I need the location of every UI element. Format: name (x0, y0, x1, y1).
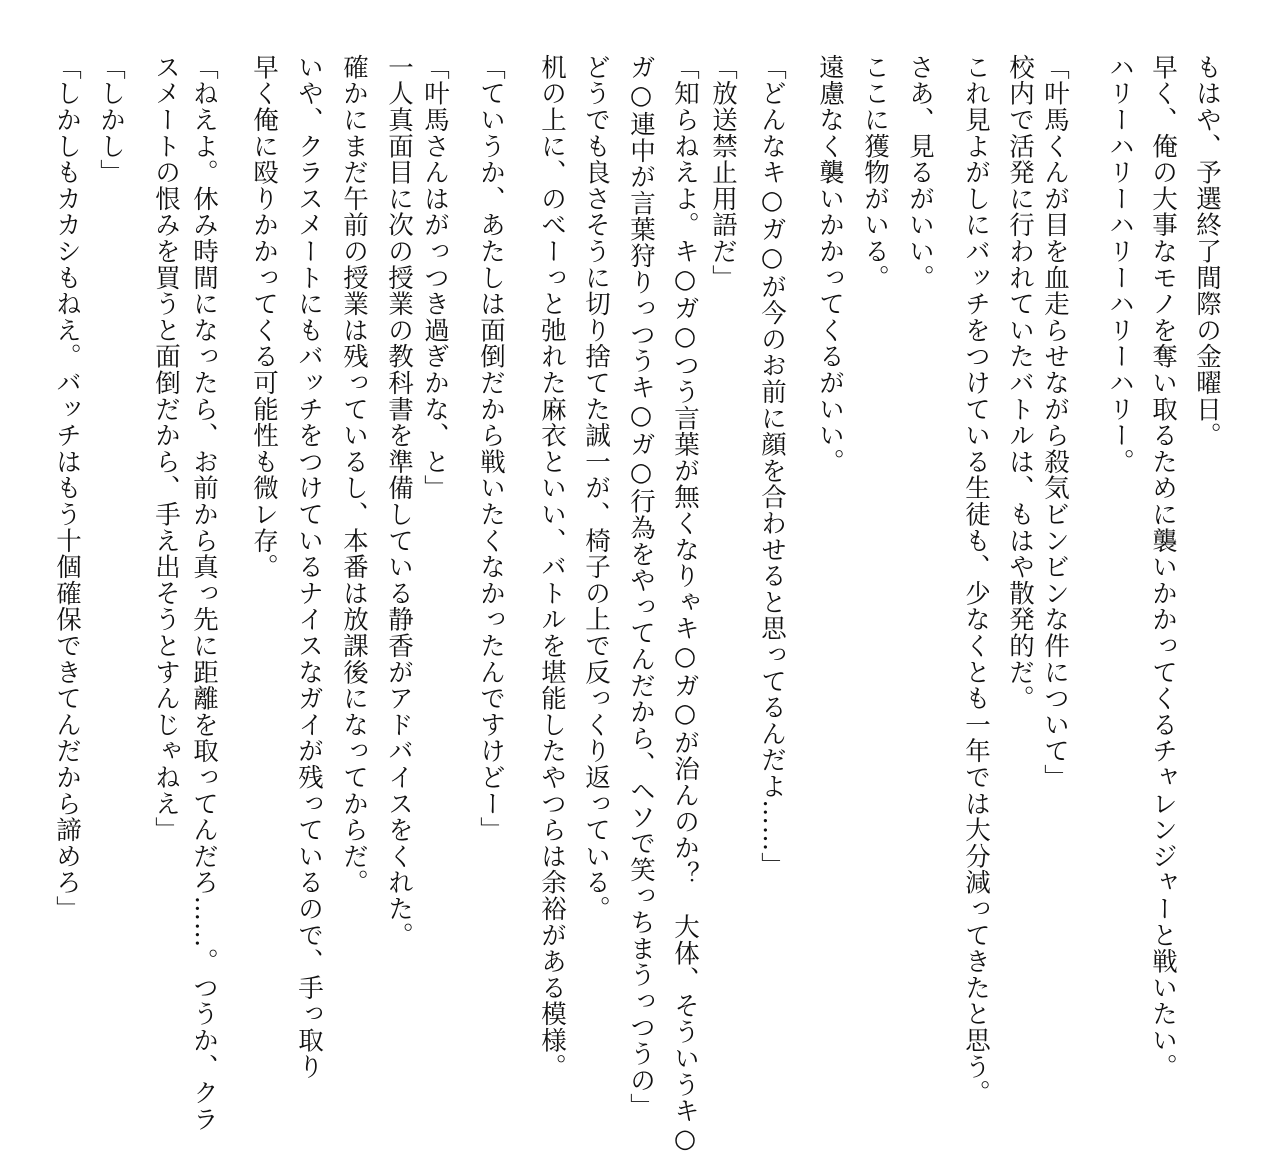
text-line-7: さあ、見るがいい。 (905, 54, 935, 291)
text-line-9: 遠慮なく襲いかかってくるがいい。 (815, 54, 845, 475)
text-line-6: これ見よがしにバッチをつけている生徒も、少なくとも一年では大分減ってきたと思う。 (961, 54, 991, 1106)
text-line-2: 早く、俺の大事なモノを奪い取るために襲いかかってくるチャレンジャーと戦いたい。 (1148, 54, 1178, 1080)
text-line-15: 机の上に、のべーっと弛れた麻衣といい、バトルを堪能したやつらは余裕がある模様。 (537, 54, 567, 1080)
text-line-3: ハリーハリーハリーハリーハリー。 (1105, 54, 1135, 475)
text-line-5: 校内で活発に行われていたバトルは、もはや散発的だ。 (1005, 54, 1035, 712)
text-line-21: 早く俺に殴りかかってくる可能性も微レ存。 (249, 54, 279, 580)
text-line-16: 「ていうか、あたしは面倒だから戦いたくなかったんですけどー」 (476, 54, 506, 843)
text-line-17: 「叶馬さんはがっつき過ぎかな、と」 (420, 54, 450, 502)
text-line-4: 「叶馬くんが目を血走らせながら殺気ビンビンな件について」 (1040, 54, 1070, 791)
text-line-10: 「どんなキ○ガ○が今のお前に顔を合わせると思ってるんだよ……」 (757, 54, 787, 879)
text-line-24: 「しかし」 (96, 54, 126, 186)
text-line-25: 「しかしもカカシもねえ。バッチはもう十個確保できてんだから諦めろ」 (52, 54, 82, 922)
text-line-1: もはや、予選終了間際の金曜日。 (1192, 54, 1222, 449)
text-line-12: 「知らねえよ。キ○ガ○つう言葉が無くなりゃキ○ガ○が治んのか？ 大体、そういうキ○ (670, 54, 700, 1155)
text-line-20: いや、クラスメートにもバッチをつけているナイスなガイが残っているので、手っ取り (294, 54, 324, 1080)
text-line-19: 確かにまだ午前の授業は残っているし、本番は放課後になってからだ。 (339, 54, 369, 896)
text-line-23: スメートの恨みを買うと面倒だから、手え出そうとすんじゃねえ」 (151, 54, 181, 843)
text-line-11: 「放送禁止用語だ」 (708, 54, 738, 291)
text-line-13: ガ○連中が言葉狩りっつうキ○ガ○行為をやってんだから、ヘソで笑っちまうっつうの」 (626, 54, 656, 1120)
text-line-8: ここに獲物がいる。 (860, 54, 890, 291)
text-line-18: 一人真面目に次の授業の教科書を準備している静香がアドバイスをくれた。 (384, 54, 414, 949)
text-line-14: どうでも良さそうに切り捨てた誠一が、椅子の上で反っくり返っている。 (581, 54, 611, 922)
text-line-22: 「ねえよ。休み時間になったら、お前から真っ先に距離を取ってんだろ……。つうか、クラ (189, 54, 219, 1133)
